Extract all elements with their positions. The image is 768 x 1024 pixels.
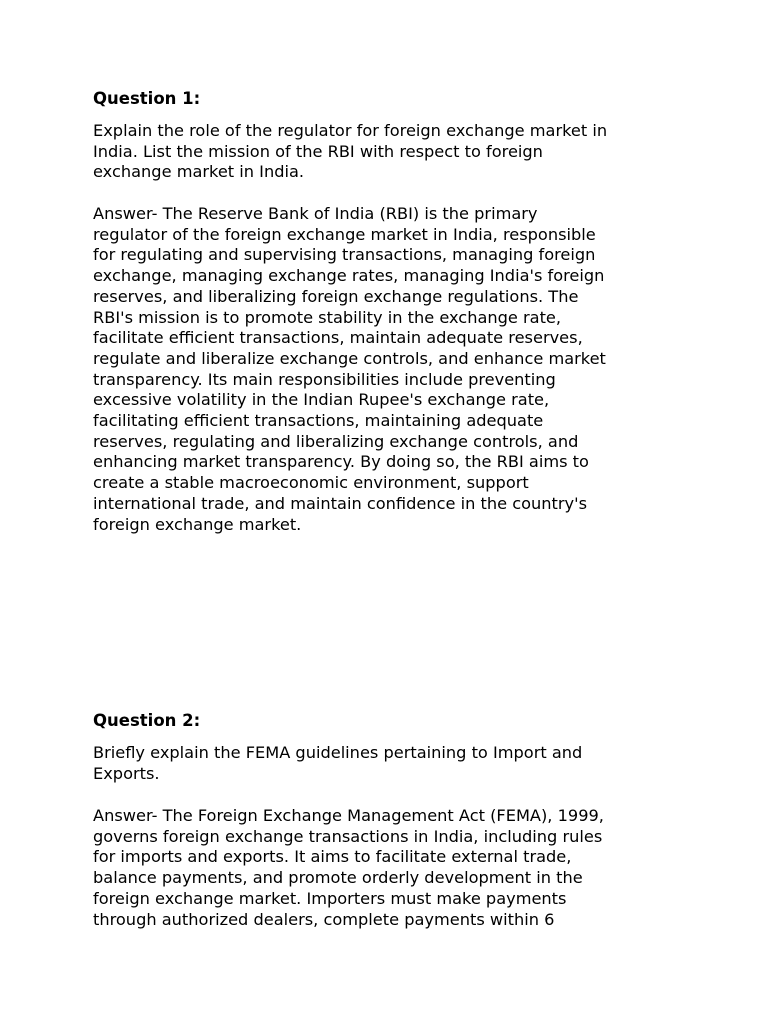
text-line: exchange, managing exchange rates, managing India's foreign bbox=[93, 266, 605, 286]
text-line: reserves, regulating and liberalizing exchange controls, and bbox=[93, 431, 579, 451]
text-line: regulator of the foreign exchange market in India, responsible bbox=[93, 224, 596, 244]
text-line: for regulating and supervising transactions, managing foreign bbox=[93, 245, 596, 265]
text-line: Explain the role of the regulator for foreign exchange market in bbox=[93, 121, 608, 140]
text-line: India. List the mission of the RBI with respect to foreign bbox=[93, 141, 543, 161]
text-line: excessive volatility in the Indian Rupee's exchange rate, bbox=[93, 390, 550, 410]
text-line: enhancing market transparency. By doing so, the RBI aims to bbox=[93, 452, 589, 472]
text-line: balance payments, and promote orderly development in the bbox=[93, 868, 583, 888]
text-line: facilitate efficient transactions, maintain adequate reserves, bbox=[93, 328, 583, 348]
text-line: reserves, and liberalizing foreign exchange regulations. The bbox=[93, 286, 579, 306]
text-line: create a stable macroeconomic environment, support bbox=[93, 473, 529, 493]
text-line: international trade, and maintain confidence in the country's bbox=[93, 493, 588, 513]
text-line: foreign exchange market. bbox=[93, 514, 302, 534]
question-2-section bbox=[93, 711, 693, 731]
question-1-prompt bbox=[93, 121, 693, 183]
question-1-section bbox=[93, 89, 693, 109]
text-line: for imports and exports. It aims to facilitate external trade, bbox=[93, 847, 572, 867]
text-line: Exports. bbox=[93, 763, 160, 783]
text-line: facilitating efficient transactions, maintaining adequate bbox=[93, 411, 544, 431]
text-line: through authorized dealers, complete payments within 6 bbox=[93, 909, 555, 929]
question-heading: Question 2: bbox=[93, 711, 201, 730]
text-line: foreign exchange market. Importers must make payments bbox=[93, 888, 567, 908]
text-line: Answer- The Reserve Bank of India (RBI) is the primary bbox=[93, 204, 538, 223]
text-line: exchange market in India. bbox=[93, 162, 305, 182]
text-line: governs foreign exchange transactions in India, including rules bbox=[93, 826, 603, 846]
text-line: regulate and liberalize exchange controls, and enhance market bbox=[93, 348, 606, 368]
question-1-answer bbox=[93, 204, 693, 535]
text-line: Answer- The Foreign Exchange Management Act (FEMA), 1999, bbox=[93, 806, 604, 825]
text-line: Briefly explain the FEMA guidelines pertaining to Import and bbox=[93, 743, 583, 762]
text-line: RBI's mission is to promote stability in the exchange rate, bbox=[93, 307, 562, 327]
text-line: transparency. Its main responsibilities include preventing bbox=[93, 369, 556, 389]
question-2-answer bbox=[93, 806, 693, 930]
question-2-prompt bbox=[93, 743, 693, 784]
question-heading: Question 1: bbox=[93, 89, 201, 108]
